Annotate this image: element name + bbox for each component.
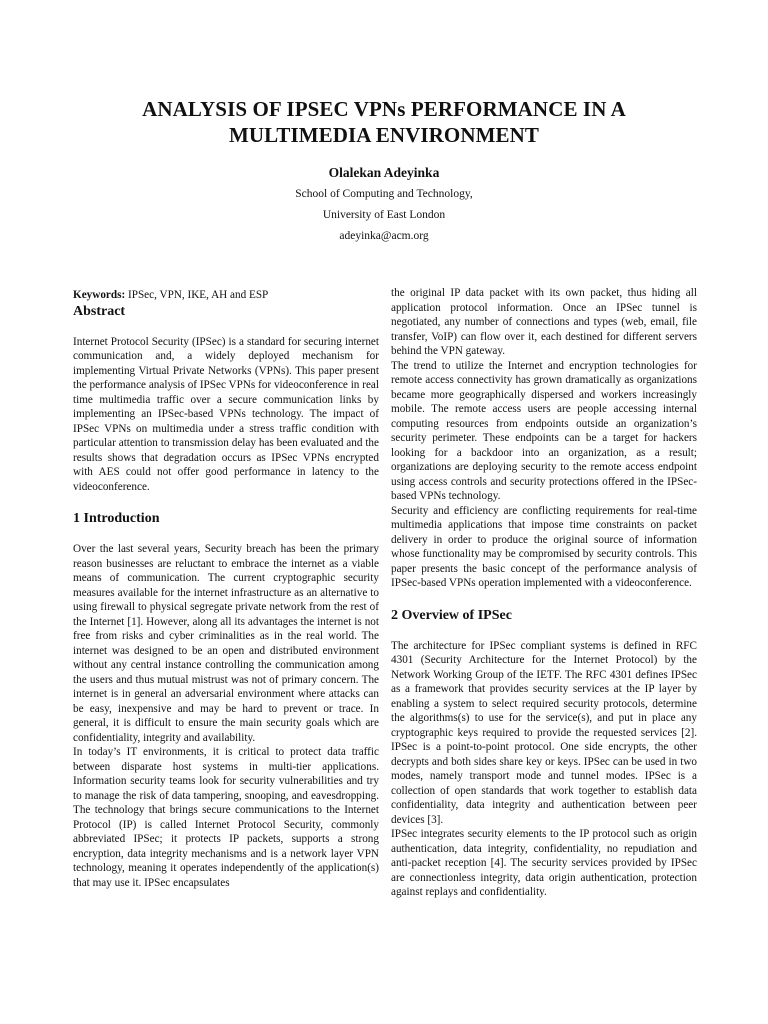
affiliation-school: School of Computing and Technology, bbox=[295, 188, 473, 200]
title-line-2: MULTIMEDIA ENVIRONMENT bbox=[228, 123, 540, 147]
author-name: Olalekan Adeyinka bbox=[328, 165, 440, 180]
introduction-paragraph-4: The trend to utilize the Internet and encryption technologies for remote access connectivity has grown dramatically as organizations became more geographically dispersed and workers increasingly mobile. The remote access users are people accessing internal computing resources from endpoints outside an organization’s security perimeter. These endpoints can be a target for hackers looking for a backdoor into an organization, as a result; organizations are deploying security to the remote access endpoint using access controls and security protections offered in the IPSec-based VPNs technology. bbox=[391, 359, 697, 502]
right-column bbox=[391, 286, 697, 900]
overview-paragraph-2: IPSec integrates security elements to the IP protocol such as origin authentication, data integrity, confidentiality, no repudiation and anti-packet reception [4]. The security services provided by IPSec are connectionless integrity, data origin authentication, protection against replays and confidentiality. bbox=[391, 828, 697, 898]
paper-title bbox=[60, 96, 708, 148]
introduction-paragraph-5: Security and efficiency are conflicting requirements for real-time multimedia applications that impose time constraints on packet delivery in order to produce the original source of information whose functionality may be compromised by security controls. This paper presents the basic concept of the performance analysis of IPSec-based VPNs operation implemented with a videoconference. bbox=[391, 504, 697, 589]
overview-paragraph-1: The architecture for IPSec compliant systems is defined in RFC 4301 (Security Architecture for the Internet Protocol) by the Network Working Group of the IETF. The RFC 4301 defines IPSec as a framework that provides security services at the IP layer by enabling a system to select required security protocols, determine the algorithms(s) to use for the service(s), and put in place any cryptographic keys required to provide the requested services [2]. IPSec is a point-to-point protocol. One side encrypts, the other decrypts and both sides share key or keys. IPSec can be used in two modes, namely transport mode and tunnel modes. IPSec is a collection of open standards that work together to establish data confidentiality, data integrity and authentication between peer devices [3]. bbox=[391, 639, 697, 826]
introduction-paragraph-1: Over the last several years, Security breach has been the primary reason businesses are reluctant to embrace the internet as a viable means of communication. The current cryptographic security measures available for the internet infrastructure as an alternative to using firewall to physical segregate private network from the rest of the Internet [1]. However, along all its advantages the internet is not free from risks and cyber criminalities as in the real world. The internet was designed to be an open and distributed environment without any central instance controlling the communication among the users and thus mutual mistrust was not of primary concern. The internet is in general an adversarial environment where attacks can be easy, inexpensive and may be hard to prevent or trace. In general, it is difficult to ensure the main security goals which are confidentiality, integrity and availability. bbox=[73, 543, 379, 744]
keywords-text: IPSec, VPN, IKE, AH and ESP bbox=[128, 289, 269, 301]
overview-heading: 2 Overview of IPSec bbox=[391, 607, 512, 623]
author-email: adeyinka@acm.org bbox=[339, 230, 429, 242]
affiliation-university: University of East London bbox=[322, 209, 446, 221]
introduction-paragraph-2: In today’s IT environments, it is critical to protect data traffic between disparate host systems in multi-tier applications. Information security teams look for security vulnerabilities and try to manage the risk of data tampering, snooping, and eavesdropping. The technology that brings secure communications to the Internet Protocol (IP) is called Internet Protocol Security, commonly abbreviated IPSec; it protects IP packets, supports a strong encryption, data integrity mechanisms and is a network layer VPN technology, meaning it operates independently of the application(s) that may use it. IPSec encapsulates bbox=[73, 746, 379, 889]
introduction-heading: 1 Introduction bbox=[73, 511, 160, 526]
title-line-1: ANALYSIS OF IPSEC VPNs PERFORMANCE IN A bbox=[142, 97, 626, 121]
keywords bbox=[73, 288, 379, 303]
keywords-label: Keywords: bbox=[73, 289, 126, 301]
abstract-heading: Abstract bbox=[73, 303, 126, 319]
left-column bbox=[73, 288, 379, 890]
abstract-text: Internet Protocol Security (IPSec) is a standard for securing internet communication and, a widely deployed mechanism for implementing Virtual Private Networks (VPNs). This paper present the performance analysis of IPSec VPNs for videoconference in real time multimedia traffic over a secure communication links by implementing an IPSec-based VPNs technology. The impact of IPSec VPNs on multimedia under a stress traffic condition with particular attention to transmission delay has been evaluated and the results shows that degradation occurs as IPSec VPNs encrypted with AES could not offer good performance in latency to the videoconference. bbox=[73, 335, 379, 493]
introduction-paragraph-3: the original IP data packet with its own packet, thus hiding all application protocol information. Once an IPSec tunnel is negotiated, any number of connections and types (web, email, file transfer, VoIP) can flow over it, each destined for different servers behind the VPN gateway. bbox=[391, 287, 697, 357]
